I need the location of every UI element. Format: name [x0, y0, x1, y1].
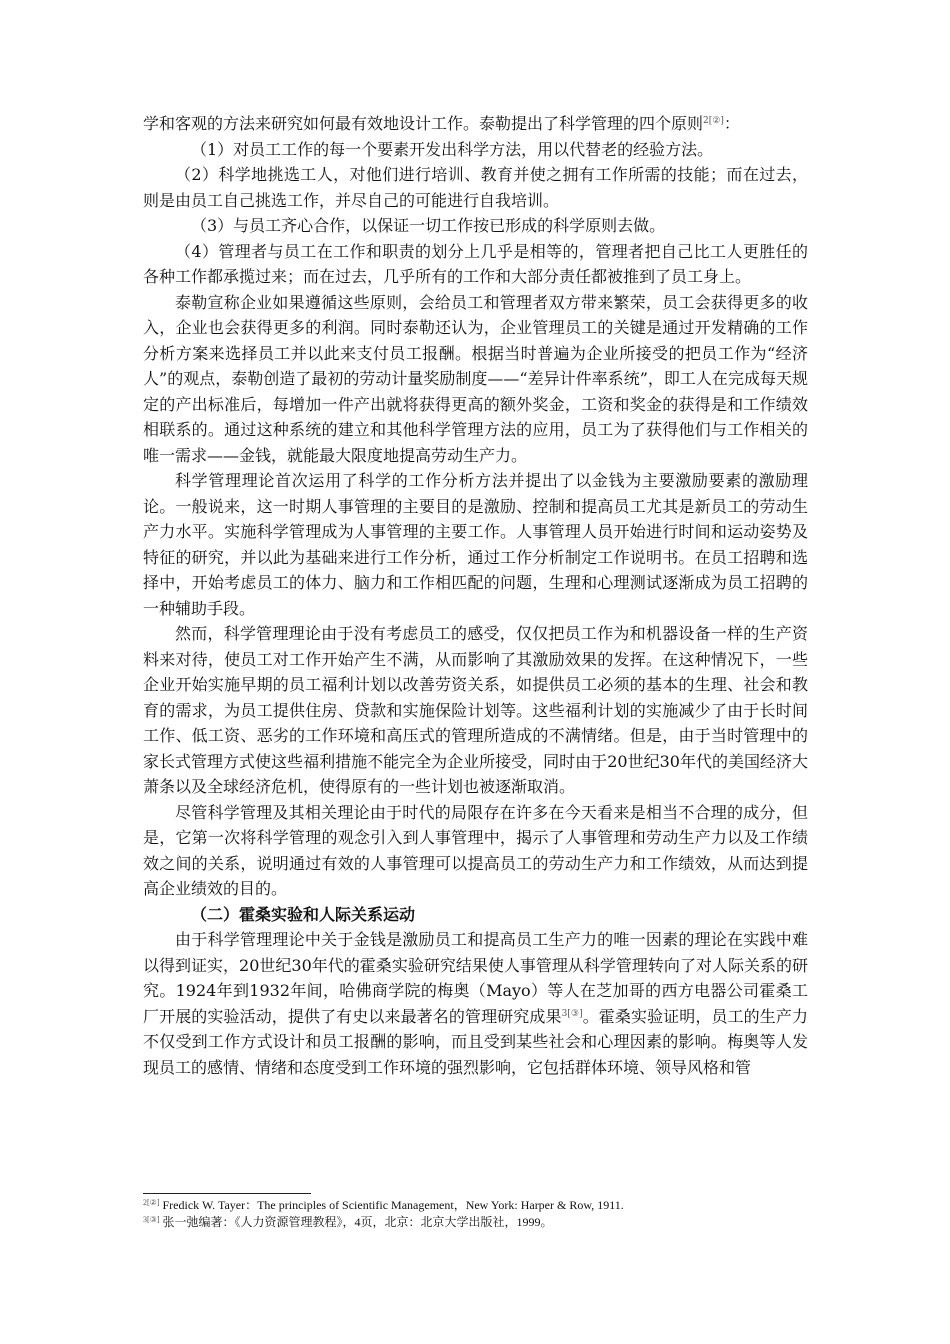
footnote-text: Fredick W. Tayer：The principles of Scientific Management，New York: Harper & Row, 1911.: [159, 1198, 624, 1212]
paragraph-taylor-claims: 泰勒宣称企业如果遵循这些原则，会给员工和管理者双方带来繁荣，员工会获得更多的收入，企业也会获得更多的利润。同时泰勒还认为，企业管理员工的关键是通过开发精确的工作分析方案来选择员工并以此来支付员工报酬。根据当时普遍为企业所接受的把员工作为“经济人”的观点，泰勒创造了最初的劳动计量奖励制度——“差异计件率系统”，即工人在完成每天规定的产出标准后，每增加一件产出就将获得更高的额外奖金，工资和奖金的获得是和工作绩效相联系的。通过这种系统的建立和其他科学管理方法的应用，员工为了获得他们与工作相关的唯一需求——金钱，就能最大限度地提高劳动生产力。: [143, 292, 808, 465]
footnote-ref-2[interactable]: 2[②]: [703, 116, 724, 126]
section-heading: （二）霍桑实验和人际关系运动: [191, 904, 416, 924]
principle-1: （1）对员工工作的每一个要素开发出科学方法，用以代替老的经验方法。: [191, 139, 714, 159]
paragraph-hawthorne: 由于科学管理理论中关于金钱是激励员工和提高员工生产力的唯一因素的理论在实践中难以得到证实，20世纪30年代的霍桑实验研究结果使人事管理从科学管理转向了对人际关系的研究。1924年到1932年间，哈佛商学院的梅奥（Mayo）等人在芝加哥的西方电器公司霍桑工厂开展的实验活动，提供了有史以来最著名的管理研究成果$^{3[③]}$。霍桑实验证明，员工的生产力不仅受到工作方式设计和员工报酬的影响，而且受到某些社会和心理因素的影响。梅奥等人发现员工的感情、情绪和态度受到工作环境的强烈影响，它包括群体环境、领导风格和管: [143, 930, 808, 1077]
paragraph-intro: 学和客观的方法来研究如何最有效地设计工作。泰勒提出了科学管理的四个原则$^{2[②]}$：: [143, 114, 740, 133]
body-text: [143, 111, 808, 1080]
principle-4: （4）管理者与员工在工作和职责的划分上几乎是相等的，管理者把自己比工人更胜任的各种工作都承揽过来；而在过去，几乎所有的工作和大部分责任都被推到了员工身上。: [143, 241, 808, 286]
footnote-text: 张一弛编著：《人力资源管理教程》，4页，北京：北京大学出版社，1999。: [159, 1215, 553, 1229]
footnote-3: [143, 1214, 843, 1231]
footnote-ref-3[interactable]: 3[③]: [561, 1008, 583, 1019]
footnote-separator: [143, 1193, 311, 1194]
footnote-mark: 3[③]: [143, 1215, 160, 1224]
principle-2: （2）科学地挑选工人，对他们进行培训、教育并使之拥有工作所需的技能；而在过去，则是由员工自己挑选工作，并尽自己的可能进行自我培训。: [143, 165, 808, 210]
paragraph-scientific-management: 科学管理理论首次运用了科学的工作分析方法并提出了以金钱为主要激励要素的激励理论。一般说来，这一时期人事管理的主要目的是激励、控制和提高员工尤其是新员工的劳动生产力水平。实施科学管理成为人事管理的主要工作。人事管理人员开始进行时间和运动姿势及特征的研究，并以此为基础来进行工作分析，通过工作分析制定工作说明书。在员工招聘和选择中，开始考虑员工的体力、脑力和工作相匹配的问题，生理和心理测试逐渐成为员工招聘的一种辅助手段。: [143, 471, 808, 618]
paragraph-summary: 尽管科学管理及其相关理论由于时代的局限存在许多在今天看来是相当不合理的成分，但是，它第一次将科学管理的观念引入到人事管理中，揭示了人事管理和劳动生产力以及工作绩效之间的关系，说明通过有效的人事管理可以提高员工的劳动生产力和工作绩效，从而达到提高企业绩效的目的。: [143, 802, 808, 898]
paragraph-limitations: 然而，科学管理理论由于没有考虑员工的感受，仅仅把员工作为和机器设备一样的生产资料来对待，使员工对工作开始产生不满，从而影响了其激励效果的发挥。在这种情况下，一些企业开始实施早期的员工福利计划以改善劳资关系，如提供员工必须的基本的生理、社会和教育的需求，为员工提供住房、贷款和实施保险计划等。这些福利计划的实施减少了由于长时间工作、低工资、恶劣的工作环境和高压式的管理所造成的不满情绪。但是，由于当时管理中的家长式管理方式使这些福利措施不能完全为企业所接受，同时由于20世纪30年代的美国经济大萧条以及全球经济危机，使得原有的一些计划也被逐渐取消。: [143, 624, 808, 796]
footnote-mark: 2[②]: [143, 1198, 160, 1207]
footnotes: [143, 1197, 843, 1231]
footnote-2: [143, 1197, 843, 1214]
principle-3: （3）与员工齐心合作，以保证一切工作按已形成的科学原则去做。: [191, 216, 666, 235]
